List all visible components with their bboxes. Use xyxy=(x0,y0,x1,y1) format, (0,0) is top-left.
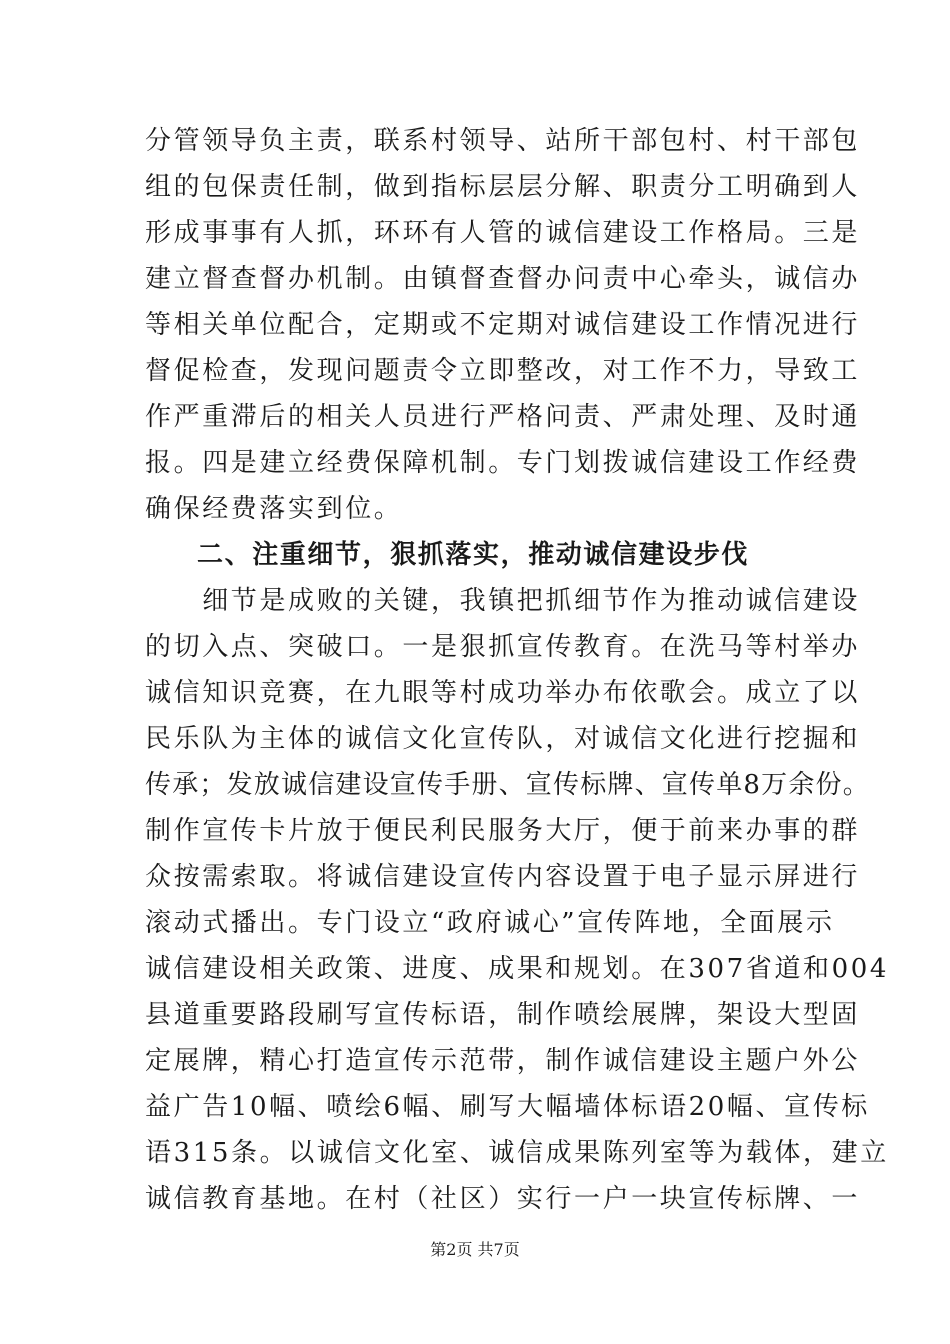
paragraph-line: 形成事事有人抓，环环有人管的诚信建设工作格局。三是 xyxy=(145,218,861,248)
paragraph-line: 等相关单位配合，定期或不定期对诚信建设工作情况进行 xyxy=(145,310,861,340)
paragraph-line: 确保经费落实到位。 xyxy=(145,494,403,524)
paragraph-line: 滚动式播出。专门设立“政府诚心”宣传阵地，全面展示 xyxy=(145,908,835,938)
paragraph-line: 细节是成败的关键，我镇把抓细节作为推动诚信建设 xyxy=(145,586,861,616)
paragraph-line: 定展牌，精心打造宣传示范带，制作诚信建设主题户外公 xyxy=(145,1046,861,1076)
paragraph-line: 民乐队为主体的诚信文化宣传队，对诚信文化进行挖掘和 xyxy=(145,724,861,754)
paragraph-line: 制作宣传卡片放于便民利民服务大厅，便于前来办事的群 xyxy=(145,816,861,846)
paragraph-line: 诚信教育基地。在村（社区）实行一户一块宣传标牌、一 xyxy=(145,1184,861,1214)
paragraph-line: 益广告10幅、喷绘6幅、刷写大幅墙体标语20幅、宣传标 xyxy=(145,1092,870,1122)
paragraph-line: 分管领导负主责，联系村领导、站所干部包村、村干部包 xyxy=(145,126,861,156)
paragraph-line: 的切入点、突破口。一是狠抓宣传教育。在洗马等村举办 xyxy=(145,632,861,662)
paragraph-line: 县道重要路段刷写宣传标语，制作喷绘展牌，架设大型固 xyxy=(145,1000,861,1030)
paragraph-line: 督促检查，发现问题责令立即整改，对工作不力，导致工 xyxy=(145,356,861,386)
paragraph-line: 组的包保责任制，做到指标层层分解、职责分工明确到人 xyxy=(145,172,861,202)
paragraph-line: 传承；发放诚信建设宣传手册、宣传标牌、宣传单8万余份。 xyxy=(145,770,870,800)
paragraph-line: 诚信建设相关政策、进度、成果和规划。在307省道和004 xyxy=(145,954,890,984)
page-footer: 第2页 共7页 xyxy=(430,1240,520,1259)
paragraph-line: 建立督查督办机制。由镇督查督办问责中心牵头，诚信办 xyxy=(145,264,861,294)
section-heading: 二、注重细节，狠抓落实，推动诚信建设步伐 xyxy=(197,540,750,570)
paragraph-line: 诚信知识竞赛，在九眼等村成功举办布依歌会。成立了以 xyxy=(145,678,861,708)
paragraph-line: 众按需索取。将诚信建设宣传内容设置于电子显示屏进行 xyxy=(145,862,861,892)
paragraph-line: 作严重滞后的相关人员进行严格问责、严肃处理、及时通 xyxy=(145,402,861,432)
paragraph-line: 报。四是建立经费保障机制。专门划拨诚信建设工作经费 xyxy=(145,448,861,478)
paragraph-line: 语315条。以诚信文化室、诚信成果陈列室等为载体，建立 xyxy=(145,1138,889,1168)
